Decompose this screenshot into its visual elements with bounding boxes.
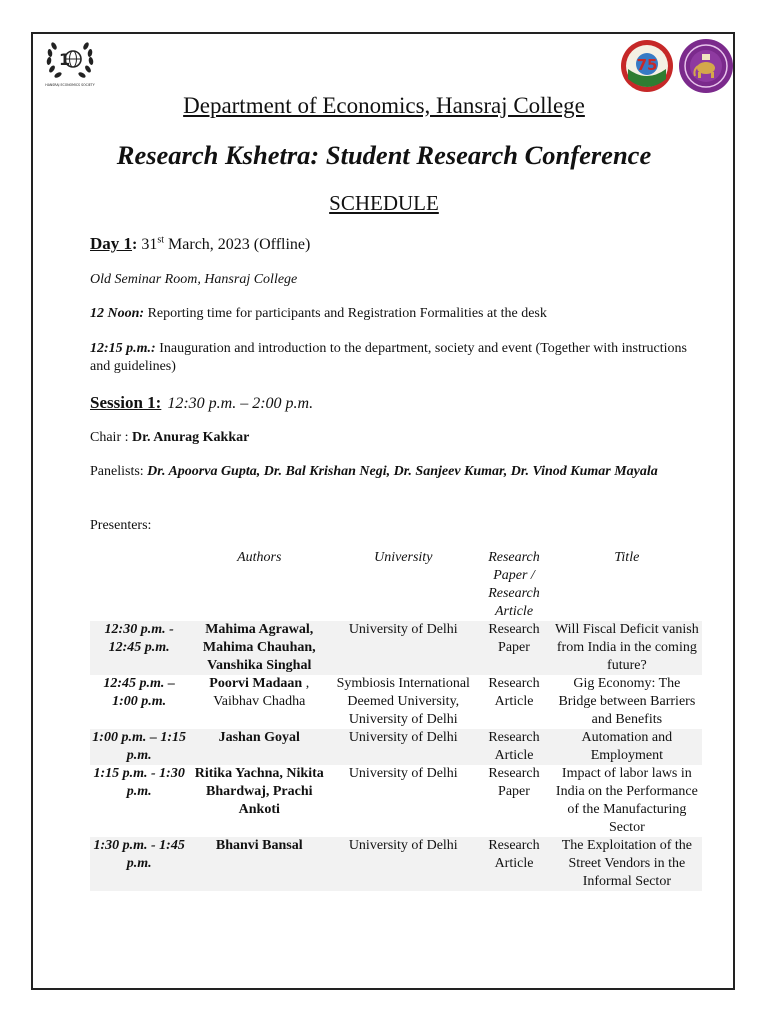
row-authors [188, 621, 330, 675]
presenters-label: Presenters: [90, 518, 152, 533]
row-university: University of Delhi [330, 621, 476, 675]
logo-left-text: HANSRAJ ECONOMICS SOCIETY [45, 83, 95, 87]
row-title: Impact of labor laws in India on the Performance of the Manufacturing Sector [555, 766, 698, 835]
row-authors-bold: Bhanvi Bansal [215, 838, 303, 853]
venue: Old Seminar Room, Hansraj College [90, 272, 298, 287]
table-row [90, 621, 702, 675]
row-university: University of Delhi [348, 766, 458, 781]
logo-75-number: 75 [636, 56, 658, 74]
row-authors-rest: , Vaibhav Chadha [213, 676, 310, 709]
row-time: 12:45 p.m. – 1:00 p.m. [103, 676, 175, 709]
row-time: 1:00 p.m. – 1:15 p.m. [90, 729, 188, 765]
table-row [90, 729, 702, 765]
table-row [90, 765, 702, 837]
table-row [90, 837, 702, 891]
svg-text:1: 1 [59, 50, 71, 69]
day1-line: Day 1: 31st March, 2023 (Offline) [90, 234, 311, 253]
row-authors [188, 765, 330, 837]
chair-name: Dr. Anurag Kakkar [132, 430, 250, 445]
row-authors-bold: Ritika Yachna, Nikita Bhardwaj, Prachi Ankoti [194, 766, 324, 817]
header-type: Research Paper / Research Article [488, 550, 540, 619]
75-years-logo [620, 39, 674, 93]
row-authors [188, 837, 330, 891]
noon-time: 12 Noon: [90, 306, 145, 321]
row-time: 1:15 p.m. - 1:30 p.m. [93, 766, 185, 799]
row-type: Research Article [476, 729, 551, 765]
row-type: Research Paper [488, 766, 540, 799]
header-authors: Authors [237, 550, 282, 565]
row-title: Will Fiscal Deficit vanish from India in the coming future? [552, 621, 702, 675]
row-university: Symbiosis International Deemed University, University of Delhi [336, 676, 470, 727]
day1-date-rest: March, 2023 (Offline) [164, 236, 311, 253]
noon-line [90, 305, 547, 323]
conference-title: Research Kshetra: Student Research Conference [116, 140, 652, 170]
economics-society-logo [42, 36, 98, 88]
day1-label: Day 1 [90, 234, 133, 253]
header-university: University [374, 550, 433, 565]
panelists-label: Panelists: [90, 464, 148, 479]
row-time: 12:30 p.m. - 12:45 p.m. [90, 621, 188, 675]
row-authors-bold: Poorvi Madaan [209, 676, 303, 691]
chair-line [90, 429, 249, 447]
noon-text: Reporting time for participants and Registration Formalities at the desk [144, 306, 547, 321]
row-authors-bold: Jashan Goyal [218, 730, 300, 745]
inaug-time: 12:15 p.m.: [90, 341, 156, 356]
session1-label: Session 1: [90, 393, 162, 412]
inaug-text: Inauguration and introduction to the department, society and event (Together with instructions and guidelines) [90, 341, 687, 374]
day1-date-num: 31 [137, 236, 158, 253]
row-time: 1:30 p.m. - 1:45 p.m. [90, 837, 188, 891]
row-type: Research Article [488, 676, 540, 709]
row-type: Research Paper [476, 621, 551, 675]
row-title: The Exploitation of the Street Vendors in the Informal Sector [552, 837, 702, 891]
day1-date-sup: st [157, 234, 165, 246]
row-university: University of Delhi [330, 729, 476, 765]
inauguration-line [90, 340, 690, 376]
row-title: Gig Economy: The Bridge between Barriers and Benefits [558, 676, 696, 727]
table-row [90, 675, 702, 729]
row-authors [188, 729, 330, 765]
header-title: Title [614, 550, 640, 565]
header-time [90, 549, 188, 621]
panelists-line [90, 463, 690, 481]
department-heading: Department of Economics, Hansraj College [183, 93, 585, 118]
row-title: Automation and Employment [552, 729, 702, 765]
row-authors-bold: Mahima Agrawal, Mahima Chauhan, Vanshika Singhal [202, 622, 316, 673]
panelists-names: Dr. Apoorva Gupta, Dr. Bal Krishan Negi, Dr. Sanjeev Kumar, Dr. Vinod Kumar Mayala [147, 464, 658, 479]
session1-line [90, 393, 313, 413]
university-seal-logo [678, 38, 734, 94]
table-header-row [90, 549, 702, 621]
row-university: University of Delhi [330, 837, 476, 891]
session1-time: 12:30 p.m. – 2:00 p.m. [167, 395, 314, 412]
row-authors [188, 675, 330, 729]
row-type: Research Article [476, 837, 551, 891]
schedule-table [90, 549, 702, 891]
schedule-heading: SCHEDULE [329, 191, 439, 215]
chair-label: Chair : [90, 430, 132, 445]
